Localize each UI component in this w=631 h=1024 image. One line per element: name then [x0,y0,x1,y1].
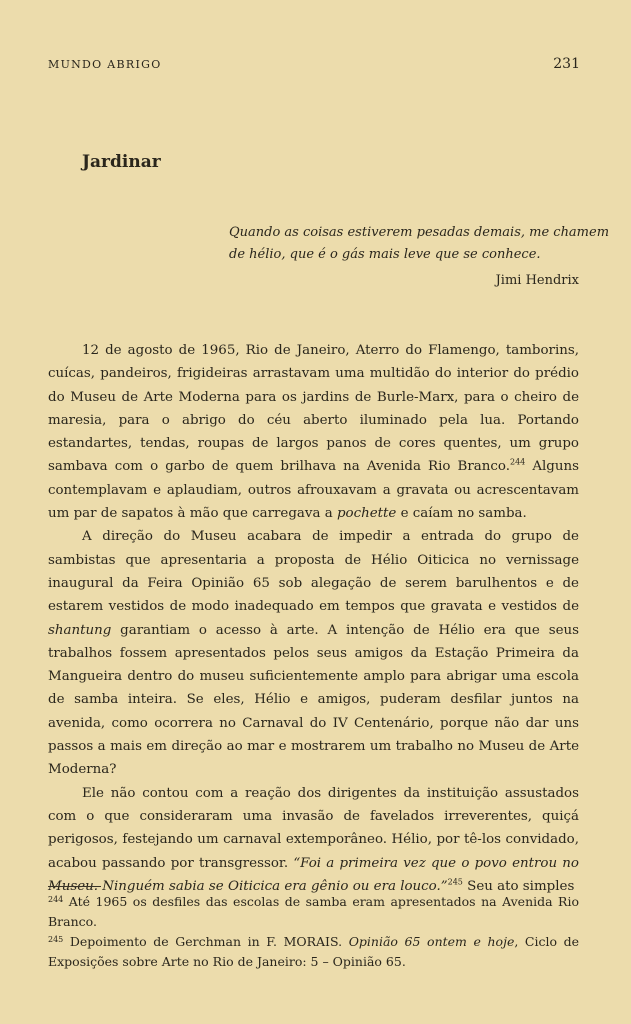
footnote-text: Até 1965 os desfiles das escolas de samba eram apresentados na Avenida Rio Branco. [48,894,579,929]
page-number: 231 [553,56,580,72]
footnote-text-b: , Ciclo de Exposições sobre Arte no Rio de Janeiro: 5 – Opinião 65. [48,934,580,969]
epigraph-line-2: de hélio, que é o gás mais leve que se conhece. [229,247,541,262]
paragraph-1-italic: pochette [336,506,397,522]
page-header [48,56,580,72]
paragraph-2-italic: shantung [48,622,112,638]
paragraph-1-text-c: e caíam no samba. [396,506,527,522]
footnote-text-a: Depoimento de Gerchman in F. MORAIS. [63,934,349,949]
footnote-divider [48,886,101,887]
paragraph-1-text-b: Alguns contemplavam e aplaudiam, outros afrouxavam a gravata ou acrescentavam um par de sapatos à mão que carregava a [48,459,579,522]
epigraph-line-1: Quando as coisas estiverem pesadas demais, me chamem [229,225,610,240]
paragraph-3-text-b: Seu ato simples [462,878,575,894]
paragraph-2 [48,525,579,781]
footnote-italic-title: Opinião 65 ontem e hoje [348,934,515,949]
paragraph-3 [48,782,579,898]
footnotes [48,892,579,972]
footnote-number: 245 [48,935,64,944]
paragraph-3-text-a: Ele não contou com a reação dos dirigentes da instituição assustados com o que consideraram uma invasão de favelados irreverentes, quiçá perigosos, festejando um carnaval extemporâneo. Hélio, por tê-los convidado, acabou passando por transgressor. [48,785,579,871]
epigraph [229,222,610,292]
paragraph-2-text-b: garantiam o acesso à arte. A intenção de Hélio era que seus trabalhos fossem apresentados pelos seus amigos da Estação Primeira da Mangueira dentro do museu suficientemente amplo para abrigar uma escola de samba inteira. Se eles, Hélio e amigos, puderam desfilar juntos na avenida, como ocorrera no Carnaval do IV Centenário, porque não dar uns passos a mais em direção ao mar e mostrarem um trabalho no Museu de Arte Moderna? [48,622,579,778]
footnote-ref-245: 245 [447,877,463,887]
paragraph-3-quote: “Foi a primeira vez que o povo entrou no Museu. Ninguém sabia se Oiticica era gênio ou era louco.” [48,855,579,894]
footnote-ref-244: 244 [509,458,526,468]
chapter-title: Jardinar [82,152,161,172]
running-head: MUNDO ABRIGO [48,58,162,71]
paragraph-2-text-a: A direção do Museu acabara de impedir a entrada do grupo de sambistas que apresentaria a proposta de Hélio Oiticica no vernissage inaugural da Feira Opinião 65 sob alegação de serem barulhentos e de estarem vestidos de modo inadequado em tempos que gravata e vestidos de [48,529,579,615]
footnote-244 [48,892,579,932]
footnote-number: 244 [48,895,64,904]
footnote-245 [48,932,579,972]
paragraph-1 [48,339,579,525]
paragraph-1-text-a: 12 de agosto de 1965, Rio de Janeiro, Aterro do Flamengo, tamborins, cuícas, pandeiros, frigideiras arrastavam uma multidão do interior do prédio do Museu de Arte Moderna para os jardins de Burle-Marx, para o cheiro de maresia, para o abrigo do céu aberto iluminado pela lua. Portando estandartes, tendas, roupas de largos panos de cores quentes, um grupo sambava com o garbo de quem brilhava na Avenida Rio Branco. [48,343,579,475]
epigraph-author: Jimi Hendrix [495,273,579,288]
body-text [48,339,579,898]
